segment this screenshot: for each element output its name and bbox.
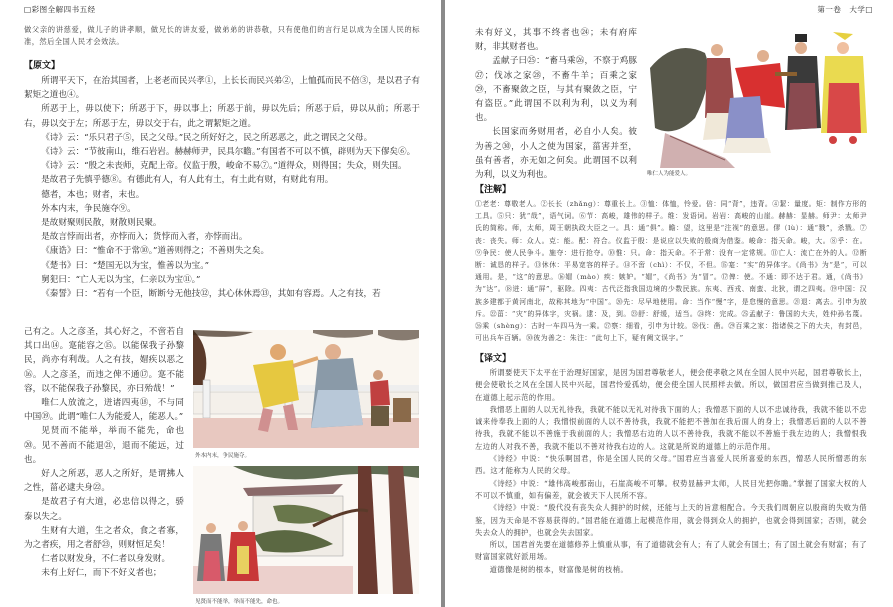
paragraph: 唯仁人放流之，迸诸四夷⑱，不与同中国⑲。此谓“唯仁人为能爱人，能恶人。” — [24, 398, 184, 423]
illustration-caption-2: 见贤而不能举，举而不能先，命也。 — [195, 599, 284, 605]
intro-paragraph: 做父亲的讲慈爱，做儿子的讲孝顺，做兄长的讲友爱，做弟弟的讲恭敬，只有使他们的言行足以成为全国人民的标准，然后全国人民才会效法。 — [24, 25, 420, 47]
right-page — [445, 0, 893, 607]
paragraph: 是故言悖而出者，亦悖而入；货悖而入者，亦悖而出。 — [41, 232, 248, 243]
left-page — [0, 0, 441, 607]
intro-text — [24, 24, 420, 49]
paragraph: 所以，国君首先要在道德修养上慎重从事，有了道德就会有人；有了人就会有国土；有了国土就会有财富；有了财富国家就好派用场。 — [475, 540, 867, 562]
paragraph: 《楚书》曰：“楚国无以为宝，惟善以为宝。” — [41, 260, 209, 271]
paragraph: 见贤而不能举，举而不能先，命也⑳。见不善而不能退㉑，退而不能远，过也。 — [24, 426, 184, 465]
translation-text — [475, 367, 867, 576]
notes-paragraph: ①老老：尊敬老人。②长长（zhǎng）：尊重长上。③恤：体恤，怜爱。倍：同“背”，违背。④絜：量度。矩：制作方形的工具。⑤只：犹“哉”，语气词。⑥节：高峻，雄伟的样子。维：发语词。岩岩：高峻的山崖。赫赫：显赫。师尹：太师尹氏的简称。师，太师，周王朝执政大臣之一。具：通“俱”。瞻：望，这里是“注视”的意思。僇（lù）：通“戮”，杀戮。⑦丧：丧失。师：众人。克：能。配：符合。仪监于殷：是说应以失败的殷商为借鉴。峻命：指天命。峻，大。⑧乎：在。⑨争民：使人民争斗。施夺：进行抢夺。⑩惟：只。命：指天命。不于常：没有一定常规。⑪亡人：流亡在外的人。⑫断断：诚恳的样子。⑬休休：平易宽容的样子。⑭不啻（chì）：不仅，不但。⑮寔：“实”的异体字。《尚书》为“是”，可以通用。是，“这”的意思。⑯媢（mào）疾：嫉妒。“媢”，《尚书》为“冒”。⑰俾：使。不通：即不达于君。通，《尚书》为“达”。⑱迸：通“屏”，驱除。四夷：古代泛指我国边境的少数民族。东夷、西戎、南蛮、北狄，谓之四夷。⑲中国：汉族多建都于黄河南北，故称其地为“中国”。⑳先：尽早地使用。命：当作“慢”字，是怠慢的意思。㉑退：离去。引申为放斥。㉒菑：“灾”的异体字，灾祸。逮：及，到。㉓舒：舒缓，适当。㉔终：完成。㉕孟献子：鲁国的大夫，姓仲孙名蔑。㉖乘（shèng）：古时一车四马为一乘。㉗察：细看，引申为计较。㉘伐：凿。㉙百乘之家：指诸侯之下的大夫，有封邑，可出兵车百辆。㉚彼为善之：朱注：“此句上下，疑有阙文误字。” — [475, 200, 867, 343]
paragraph: 未有好义，其事不终者也㉔；未有府库财，非其财者也。 — [475, 28, 637, 53]
paragraph: 《康诰》曰：“惟命不于常⑩。”道善则得之；不善则失之矣。 — [41, 246, 270, 257]
paragraph: 所恶于上，毋以使下；所恶于下，毋以事上；所恶于前，毋以先后；所恶于后，毋以从前；所恶于右，毋以交于左；所恶于左，毋以交于右，此之谓絜矩之道。 — [24, 104, 420, 129]
paragraph: 《诗经》中说：“快乐啊国君，你是全国人民的父母。”国君应当喜爱人民所喜爱的东西，憎恶人民所憎恶的东西。这才能称为人民的父母。 — [475, 454, 867, 476]
illustration-caption-1: 外本内末，争民施夺。 — [195, 453, 251, 459]
paragraph: 《诗》云：“殷之未丧师，克配上帝。仪监于殷，峻命不易⑦。”道得众，则得国；失众，则失国。 — [41, 161, 407, 172]
paragraph: 《诗经》中说：“殷代没有丧失众人拥护的时候，还能与上天的旨意相配合。今天我们周朝应以殷商的失败为借鉴，因为天命是不容易获得的。”国君能在道德上起模范作用，就会得到众人的拥护，也就会得到国家；否则，就会失去众人的拥护，也就会失去国家。 — [475, 503, 867, 537]
paragraph: 仁者以财发身，不仁者以身发财。 — [41, 554, 171, 565]
section-heading-translation: 【译文】 — [475, 354, 512, 364]
paragraph: 舅犯曰：“亡人无以为宝，仁亲以为宝⑪。” — [41, 274, 201, 285]
illustration-presentation — [645, 28, 867, 168]
paragraph: 《诗》云：“乐只君子⑤，民之父母。”民之所好好之，民之所恶恶之，此之谓民之父母。 — [41, 132, 373, 143]
running-head-right: 第一卷 大学□ — [817, 5, 873, 14]
paragraph: 未有上好仁，而下不好义者也； — [41, 568, 162, 579]
courtyard-scene-image — [193, 466, 419, 594]
section-heading-notes: 【注解】 — [475, 185, 512, 195]
paragraph: 己有之。人之彦圣，其心好之，不啻若自其口出⑭。寔能容之⑮。以能保我子孙黎民，尚亦有利哉。人之有技，媢疾以恶之⑯。人之彦圣，而违之俾不通⑰。寔不能容，以不能保我子孙黎民，亦曰殆哉！” — [24, 327, 184, 394]
paragraph: 所谓平天下，在治其国者，上老老而民兴孝①，上长长而民兴弟②，上恤孤而民不倍③，是以君子有絜矩之道也④。 — [24, 76, 420, 101]
paragraph: 道德像是树的根本，财富像是树的枝梢。 — [489, 564, 629, 574]
paragraph: 孟献子曰㉕：“畜马乘㉖，不察于鸡豚㉗；伐冰之家㉘，不畜牛羊；百乘之家㉙，不畜聚敛之臣，与其有聚敛之臣，宁有盗臣。”此谓国不以利为利，以义为利也。 — [475, 56, 637, 124]
running-head-left: □彩图全解四书五经 — [24, 5, 96, 14]
paragraph: 德者，本也；财者，末也。 — [41, 189, 145, 200]
paragraph: 外本内末，争民施夺⑨。 — [41, 203, 136, 214]
section-heading-original: 【原文】 — [24, 61, 61, 71]
presentation-scene-image — [645, 28, 867, 168]
paragraph: 是故君子有大道，必忠信以得之，骄泰以失之。 — [24, 497, 184, 522]
paragraph: 是故财聚则民散，财散则民聚。 — [41, 218, 162, 229]
illustration-caption-3: 唯仁人为能爱人。 — [647, 171, 692, 177]
original-text-continued — [475, 26, 637, 182]
quarrel-scene-image — [193, 330, 419, 448]
paragraph: 我憎恶上面的人以无礼待我，我就不能以无礼对待我下面的人；我憎恶下面的人以不忠诚待我，我就不能以不忠诚来侍奉我上面的人；我憎恨前面的人以不善待我，我就不能把不善加在我后面人的身上；我憎恶后面的人以不善待我，我就不能以不善施于我前面的人；我憎恶右边的人以不善待我，我就不能以不善施于我左边的人；我憎恨我左边的人对我不善，我就不能以不善对待我右边的人。这就是所说的道德上的示范作用。 — [475, 404, 867, 451]
paragraph: 所谓要使天下太平在于治理好国家，是因为国君尊敬老人，便会使孝敬之风在全国人民中兴起，国君尊敬长上，便会使敬长之风在全国人民中兴起，国君怜爱孤幼，便会使全国人民照样去做。所以，做国君应当做到推己及人，在道德上起示范的作用。 — [475, 368, 867, 402]
original-text-narrow — [24, 325, 184, 581]
illustration-quarrel — [193, 330, 419, 448]
paragraph: 《秦誓》曰：“若有一个臣，断断兮无他技⑫，其心休休焉⑬，其如有容焉。人之有技，若 — [41, 289, 381, 300]
paragraph: 《诗经》中说：“雄伟高峻那南山，石崖高峻不可攀。权势显赫尹太师，人民目光把你瞻。”掌握了国家大权的人不可以不慎重，如有偏差，就会被天下人民所不容。 — [475, 478, 867, 500]
notes-text — [475, 198, 867, 344]
paragraph: 长国家而务财用者，必自小人矣。彼为善之㉚，小人之使为国家，菑害并至，虽有善者，亦无如之何矣。此谓国不以利为利，以义为利也。 — [475, 127, 637, 181]
paragraph: 生财有大道，生之者众，食之者寡，为之者疾，用之者舒㉓，则财恒足矣！ — [24, 525, 184, 551]
paragraph: 《诗》云：“节彼南山，维石岩岩。赫赫师尹，民具尔瞻。”有国者不可以不慎，辟则为天下僇矣⑥。 — [41, 147, 416, 158]
paragraph: 是故君子先慎乎德⑧。有德此有人，有人此有土，有土此有财，有财此有用。 — [41, 175, 334, 186]
original-text-full — [24, 74, 420, 301]
paragraph: 好人之所恶，恶人之所好，是谓拂人之性，菑必逮夫身㉒。 — [24, 469, 184, 494]
illustration-courtyard — [193, 466, 419, 594]
